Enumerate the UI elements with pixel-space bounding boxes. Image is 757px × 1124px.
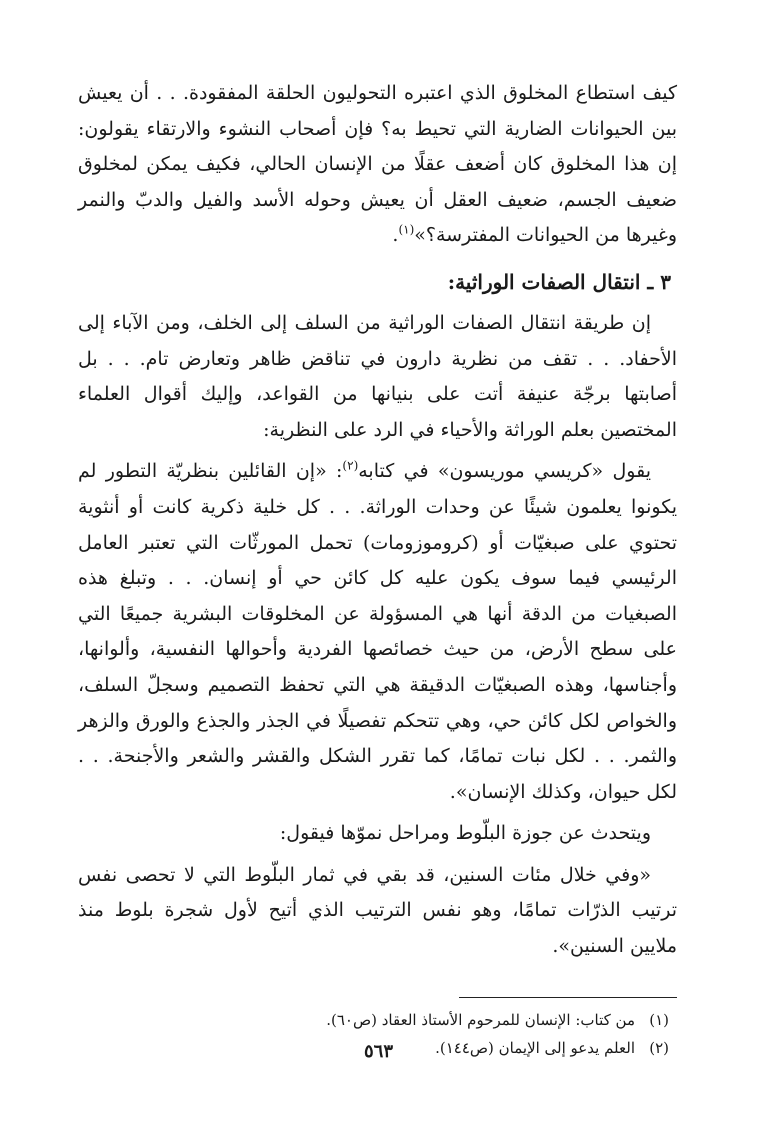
quote-text: : «إن القائلين بنظريّة التطور لم يكونوا يعلمون شيئًا عن وحدات الوراثة. . . كل خلية ذكرية كانت أو أنثوية تحتوي على صبغيّات أو (كروموزومات) تحمل المورثّات التي تعتبر العامل الرئيسي فيما سوف يكون عليه كل كائن حي أو إنسان. . . وتبلغ هذه الصبغيات من الدقة أنها هي المسؤولة عن المخلوقات البشرية جميعًا التي على سطح الأرض، من حيث خصائصها الفردية وأحوالها النفسية، وألوانها، وأجناسها، وهذه الصبغيّات الدقيقة هي التي تحفظ التصميم وسجلّ السلف، والخواص لكل كائن حي، وهي تتحكم تفصيلًا في الجذر والجذع والورق والزهر والثمر. . . لكل نبات تمامًا، كما تقرر الشكل والقشر والشعر والأجنحة. . . لكل حيوان، وكذلك الإنسان». (78, 460, 677, 803)
quote-lead: يقول «كريسي موريسون» في كتابه (358, 460, 651, 483)
footnote-text: العلم يدعو إلى الإيمان (ص١٤٤). (435, 1038, 635, 1057)
intro-text: كيف استطاع المخلوق الذي اعتبره التحوليون الحلقة المفقودة. . . أن يعيش بين الحيوانات الضارية التي تحيط به؟ فإن أصحاب النشوء والارتقاء يقولون: إن هذا المخلوق كان أضعف عقلًا من الإنسان الحالي، فكيف يمكن لمخلوق ضعيف الجسم، ضعيف العقل أن يعيش وحوله الأسد والفيل والدبّ والنمر وغيرها من الحيوانات المفترسة؟» (78, 82, 677, 247)
intro-paragraph (78, 76, 677, 254)
paragraph-acorn-intro: ويتحدث عن جوزة البلّوط ومراحل نموّها فيقول: (279, 822, 651, 845)
footnote-ref-2: (٢) (342, 459, 359, 474)
paragraph-morrison-quote (78, 454, 677, 810)
footnote-number: (٢) (649, 1038, 669, 1057)
section-heading: ٣ ـ انتقال الصفات الوراثية: (447, 269, 671, 294)
footnote-ref-1: (١) (398, 223, 415, 238)
footnote-number: (١) (649, 1010, 669, 1029)
page-number: ٥٦٣ (363, 1041, 393, 1062)
footnote-text: من كتاب: الإنسان للمرحوم الأستاذ العقاد (ص٦٠). (326, 1010, 635, 1029)
footnote-divider (459, 997, 677, 998)
footnote-1 (78, 1006, 677, 1034)
intro-tail: . (392, 224, 399, 247)
paragraph-acorn-quote: «وفي خلال مئات السنين، قد بقي في ثمار البلّوط التي لا تحصى نفس ترتيب الذرّات تمامًا، وهو نفس الترتيب الذي أتيح لأول شجرة بلوط منذ ملايين السنين». (78, 863, 677, 958)
paragraph-heredity: إن طريقة انتقال الصفات الوراثية من السلف إلى الخلف، ومن الآباء إلى الأحفاد. . . تقف من نظرية دارون في تناقض ظاهر وتعارض تام. . . بل أصابتها برجّة عنيفة أتت على بنيانها من القواعد، وإليك أقوال العلماء المختصين بعلم الوراثة والأحياء في الرد على النظرية: (78, 311, 677, 441)
